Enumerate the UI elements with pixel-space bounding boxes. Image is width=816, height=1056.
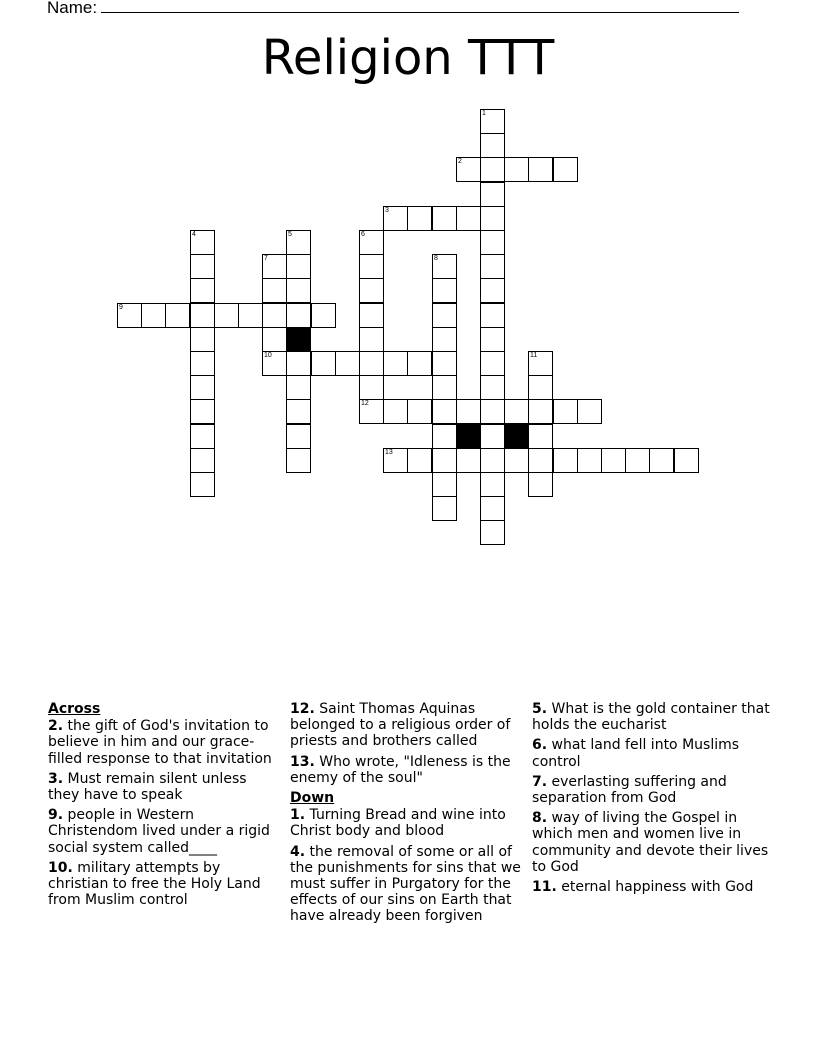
clue-number: 12 — [361, 400, 369, 407]
grid-cell[interactable] — [190, 327, 215, 352]
grid-cell[interactable] — [117, 303, 142, 328]
grid-cell[interactable] — [480, 109, 505, 134]
black-cell — [286, 327, 311, 352]
clue-number: 11. — [532, 879, 557, 896]
grid-cell[interactable] — [359, 230, 384, 255]
clue-number: 7. — [532, 773, 548, 790]
grid-cell[interactable] — [480, 375, 505, 400]
grid-cell[interactable] — [359, 327, 384, 352]
grid-cell[interactable] — [456, 399, 481, 424]
grid-cell[interactable] — [528, 448, 553, 473]
grid-cell[interactable] — [190, 424, 215, 449]
grid-cell[interactable] — [456, 206, 481, 231]
grid-cell[interactable] — [504, 399, 529, 424]
grid-cell[interactable] — [286, 424, 311, 449]
grid-cell[interactable] — [286, 303, 311, 328]
black-cell — [456, 424, 481, 449]
grid-cell[interactable] — [335, 351, 360, 376]
grid-cell[interactable] — [504, 157, 529, 182]
clue-number: 9 — [119, 304, 123, 311]
grid-cell[interactable] — [480, 448, 505, 473]
grid-cell[interactable] — [577, 399, 602, 424]
grid-cell[interactable] — [359, 303, 384, 328]
grid-cell[interactable] — [165, 303, 190, 328]
grid-cell[interactable] — [480, 303, 505, 328]
grid-cell[interactable] — [480, 182, 505, 207]
clue-number: 5 — [288, 231, 292, 238]
clue-number: 8 — [434, 255, 438, 262]
clue-text: military attempts by christian to free the Holy Land from Muslim control — [48, 859, 261, 909]
grid-cell[interactable] — [432, 254, 457, 279]
grid-cell[interactable] — [480, 496, 505, 521]
grid-cell[interactable] — [601, 448, 626, 473]
grid-cell[interactable] — [359, 254, 384, 279]
grid-cell[interactable] — [407, 448, 432, 473]
black-cell — [504, 424, 529, 449]
clue-text: Turning Bread and wine into Christ body and blood — [290, 807, 506, 840]
clue-number: 1. — [290, 807, 306, 824]
clue-number: 4 — [192, 231, 196, 238]
clue-number: 10 — [264, 352, 272, 359]
grid-cell[interactable] — [383, 448, 408, 473]
grid-cell[interactable] — [407, 206, 432, 231]
grid-cell[interactable] — [286, 448, 311, 473]
grid-cell[interactable] — [432, 327, 457, 352]
grid-cell[interactable] — [286, 278, 311, 303]
clue-text: people in Western Christendom lived under a rigid social system called____ — [48, 807, 270, 856]
grid-cell[interactable] — [190, 351, 215, 376]
clue-number: 10. — [48, 859, 73, 876]
grid-cell[interactable] — [214, 303, 239, 328]
grid-cell[interactable] — [480, 278, 505, 303]
clue-number: 13. — [290, 753, 315, 770]
clue-number: 5. — [532, 701, 548, 717]
clue-text: everlasting suffering and separation from God — [532, 773, 727, 807]
grid-cell[interactable] — [262, 303, 287, 328]
grid-cell[interactable] — [577, 448, 602, 473]
grid-cell[interactable] — [625, 448, 650, 473]
grid-cell[interactable] — [141, 303, 166, 328]
grid-cell[interactable] — [432, 448, 457, 473]
clue-item — [532, 737, 772, 769]
clue-number: 3. — [48, 770, 64, 787]
clue-number: 13 — [385, 449, 393, 456]
grid-cell[interactable] — [432, 303, 457, 328]
grid-cell[interactable] — [286, 399, 311, 424]
clue-text: the removal of some or all of the punishments for sins that we must suffer in Purgatory for the effects of our sins on Earth that have already been forgiven — [290, 843, 521, 925]
grid-cell[interactable] — [480, 520, 505, 545]
grid-cell[interactable] — [311, 351, 336, 376]
grid-cell[interactable] — [528, 399, 553, 424]
grid-cell[interactable] — [432, 399, 457, 424]
grid-cell[interactable] — [383, 206, 408, 231]
grid-cell[interactable] — [432, 206, 457, 231]
clue-text: what land fell into Muslims control — [532, 737, 740, 770]
grid-cell[interactable] — [262, 254, 287, 279]
grid-cell[interactable] — [286, 351, 311, 376]
grid-cell[interactable] — [504, 448, 529, 473]
grid-cell[interactable] — [480, 424, 505, 449]
grid-cell[interactable] — [553, 399, 578, 424]
grid-cell[interactable] — [480, 351, 505, 376]
clue-number: 6. — [532, 737, 548, 754]
clue-item — [290, 807, 522, 839]
clue-number: 7 — [264, 255, 268, 262]
grid-cell[interactable] — [432, 351, 457, 376]
clue-item — [48, 807, 278, 856]
grid-cell[interactable] — [674, 448, 699, 473]
clue-number: 9. — [48, 807, 64, 824]
grid-cell[interactable] — [480, 230, 505, 255]
clue-text: Saint Thomas Aquinas belonged to a religious order of priests and brothers called — [290, 701, 511, 750]
grid-cell[interactable] — [456, 448, 481, 473]
grid-cell[interactable] — [528, 472, 553, 497]
grid-cell[interactable] — [649, 448, 674, 473]
clues-column-3 — [532, 701, 772, 899]
clue-text: Who wrote, "Idleness is the enemy of the soul" — [290, 753, 511, 786]
grid-cell[interactable] — [432, 278, 457, 303]
grid-cell[interactable] — [286, 375, 311, 400]
clue-item — [532, 810, 772, 875]
clue-item — [290, 754, 522, 786]
clue-number: 12. — [290, 701, 315, 717]
grid-cell[interactable] — [480, 254, 505, 279]
clue-number: 8. — [532, 810, 548, 827]
clue-item — [290, 844, 522, 925]
grid-cell[interactable] — [553, 448, 578, 473]
grid-cell[interactable] — [528, 351, 553, 376]
grid-cell[interactable] — [432, 496, 457, 521]
clue-number: 4. — [290, 843, 306, 860]
grid-cell[interactable] — [383, 351, 408, 376]
name-field[interactable] — [47, 0, 739, 18]
grid-cell[interactable] — [190, 230, 215, 255]
clue-number: 1 — [482, 110, 486, 117]
grid-cell[interactable] — [359, 351, 384, 376]
clue-number: 2 — [458, 158, 462, 165]
grid-cell[interactable] — [528, 375, 553, 400]
clue-item — [48, 718, 278, 767]
grid-cell[interactable] — [553, 157, 578, 182]
clue-text: the gift of God's invitation to believe in him and our grace-filled response to that invitation — [48, 718, 272, 767]
grid-cell[interactable] — [480, 157, 505, 182]
clue-text: way of living the Gospel in which men and women live in community and devote their lives to God — [532, 810, 769, 875]
name-label: Name: — [47, 0, 98, 17]
grid-cell[interactable] — [480, 206, 505, 231]
clue-number: 2. — [48, 718, 64, 735]
grid-cell[interactable] — [190, 399, 215, 424]
clue-text: What is the gold container that holds the eucharist — [532, 701, 770, 734]
grid-cell[interactable] — [528, 424, 553, 449]
clue-item — [532, 774, 772, 806]
clue-item — [532, 879, 772, 895]
grid-cell[interactable] — [262, 327, 287, 352]
grid-cell[interactable] — [480, 133, 505, 158]
clue-number: 3 — [385, 207, 389, 214]
page-title: Religion TTT — [261, 30, 555, 86]
grid-cell[interactable] — [383, 399, 408, 424]
clue-text: Must remain silent unless they have to speak — [48, 770, 247, 804]
grid-cell[interactable] — [359, 399, 384, 424]
grid-cell[interactable] — [432, 424, 457, 449]
grid-cell[interactable] — [456, 157, 481, 182]
grid-cell[interactable] — [359, 278, 384, 303]
clue-text: eternal happiness with God — [556, 879, 754, 896]
grid-cell[interactable] — [286, 254, 311, 279]
clue-number: 11 — [530, 352, 538, 359]
clue-item — [48, 860, 278, 909]
grid-cell[interactable] — [190, 375, 215, 400]
clues-column-1 — [48, 701, 278, 912]
grid-cell[interactable] — [190, 448, 215, 473]
clue-item — [532, 701, 772, 733]
clue-item — [48, 771, 278, 803]
grid-cell[interactable] — [359, 375, 384, 400]
clue-section-heading: Across — [48, 701, 101, 717]
grid-cell[interactable] — [190, 278, 215, 303]
grid-cell[interactable] — [432, 472, 457, 497]
clue-section-heading: Down — [290, 790, 335, 807]
grid-cell[interactable] — [480, 327, 505, 352]
clue-number: 6 — [361, 231, 365, 238]
grid-cell[interactable] — [286, 230, 311, 255]
grid-cell[interactable] — [407, 351, 432, 376]
grid-cell[interactable] — [480, 472, 505, 497]
clue-item — [290, 701, 522, 750]
clues-column-2 — [290, 701, 522, 929]
grid-cell[interactable] — [238, 303, 263, 328]
grid-cell[interactable] — [407, 399, 432, 424]
grid-cell[interactable] — [262, 278, 287, 303]
grid-cell[interactable] — [480, 399, 505, 424]
grid-cell[interactable] — [190, 254, 215, 279]
grid-cell[interactable] — [262, 351, 287, 376]
grid-cell[interactable] — [528, 157, 553, 182]
grid-cell[interactable] — [190, 303, 215, 328]
grid-cell[interactable] — [432, 375, 457, 400]
grid-cell[interactable] — [190, 472, 215, 497]
grid-cell[interactable] — [311, 303, 336, 328]
name-underline[interactable] — [101, 0, 739, 13]
